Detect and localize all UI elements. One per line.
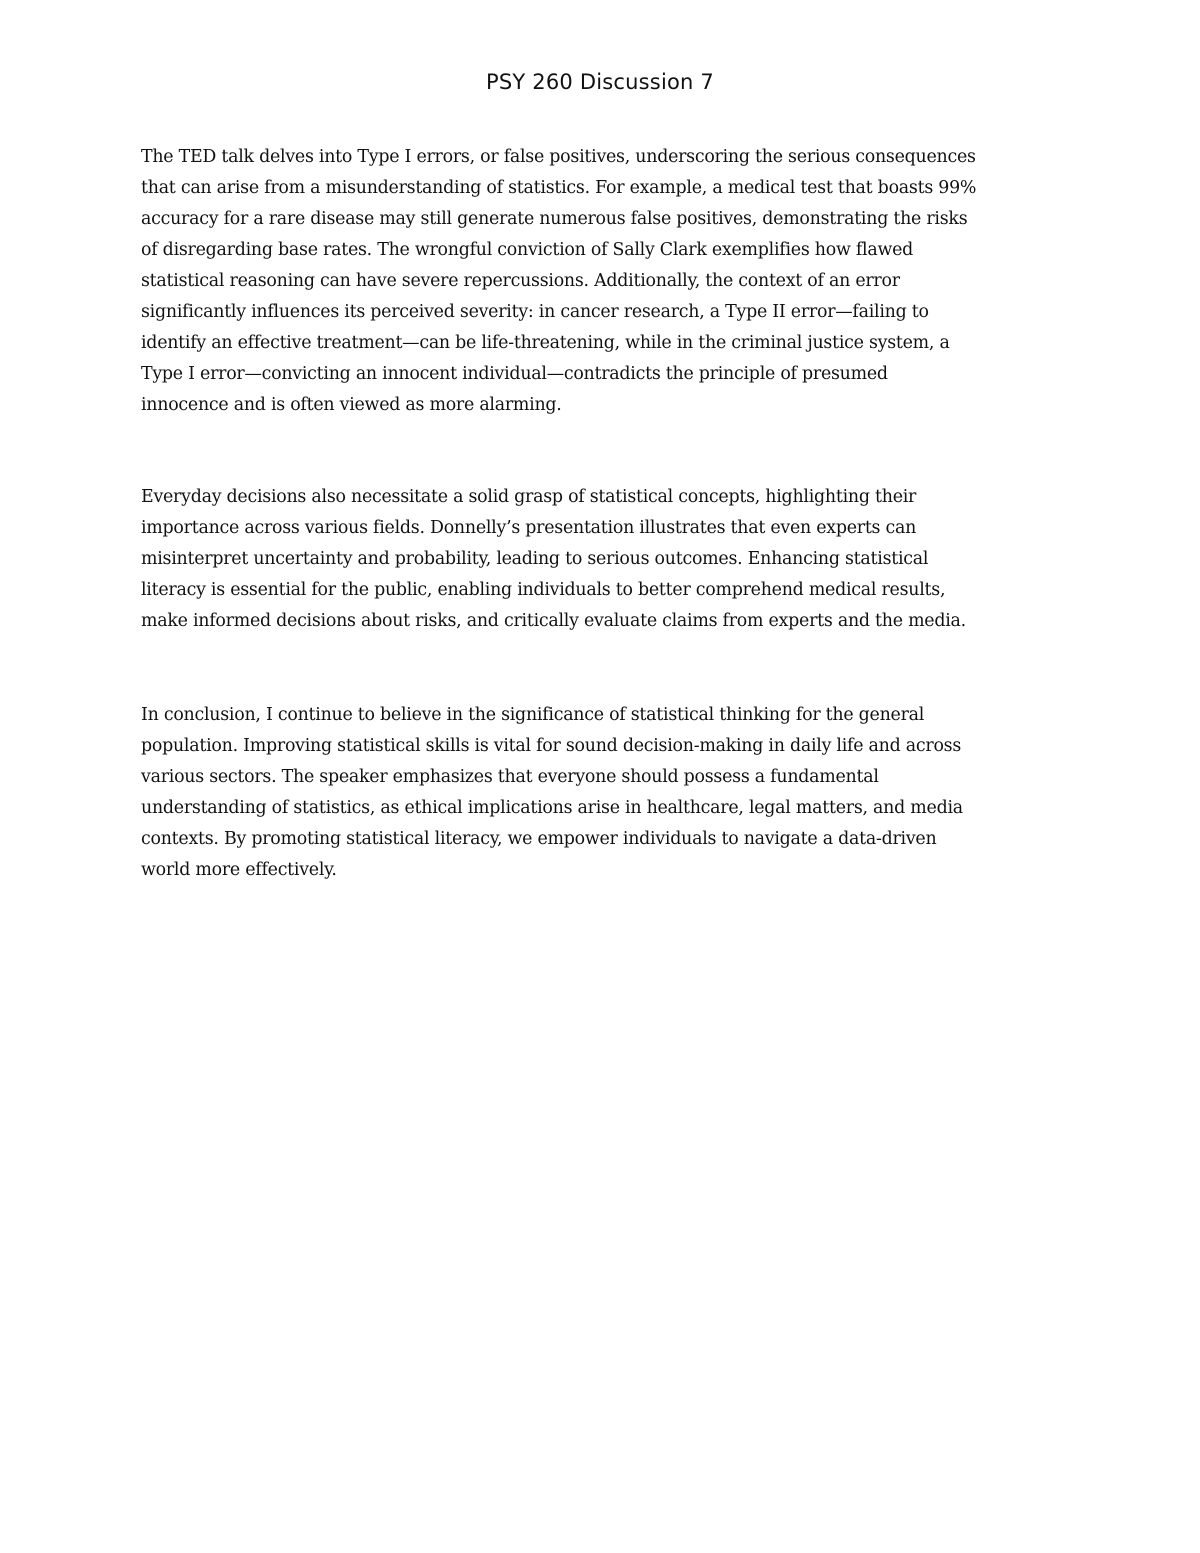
paragraph-conclusion bbox=[141, 700, 1071, 886]
text-line: In conclusion, I continue to believe in the significance of statistical thinking for the general bbox=[141, 705, 925, 725]
text-line: innocence and is often viewed as more alarming. bbox=[141, 395, 562, 415]
text-line: misinterpret uncertainty and probability, leading to serious outcomes. Enhancing statistical bbox=[141, 549, 929, 569]
text-line: statistical reasoning can have severe repercussions. Additionally, the context of an error bbox=[141, 271, 900, 291]
text-line: accuracy for a rare disease may still generate numerous false positives, demonstrating the risks bbox=[141, 209, 968, 229]
text-line: population. Improving statistical skills is vital for sound decision-making in daily life and across bbox=[141, 736, 962, 756]
paragraph-type-errors bbox=[141, 142, 1071, 421]
text-line: Everyday decisions also necessitate a solid grasp of statistical concepts, highlighting their bbox=[141, 487, 917, 507]
paragraph-everyday-decisions bbox=[141, 482, 1071, 637]
text-line: importance across various fields. Donnelly’s presentation illustrates that even experts can bbox=[141, 518, 917, 538]
text-line: world more effectively. bbox=[141, 860, 337, 880]
text-line: make informed decisions about risks, and critically evaluate claims from experts and the media. bbox=[141, 611, 966, 631]
text-line: various sectors. The speaker emphasizes that everyone should possess a fundamental bbox=[141, 767, 879, 787]
text-line: identify an effective treatment—can be life-threatening, while in the criminal justice system, a bbox=[141, 333, 950, 353]
text-line: of disregarding base rates. The wrongful conviction of Sally Clark exemplifies how flawed bbox=[141, 240, 914, 260]
text-line: significantly influences its perceived severity: in cancer research, a Type II error—failing to bbox=[141, 302, 929, 322]
text-line: Type I error—convicting an innocent individual—contradicts the principle of presumed bbox=[141, 364, 888, 384]
text-line: contexts. By promoting statistical literacy, we empower individuals to navigate a data-driven bbox=[141, 829, 937, 849]
text-line: understanding of statistics, as ethical implications arise in healthcare, legal matters, and media bbox=[141, 798, 963, 818]
text-line: The TED talk delves into Type I errors, or false positives, underscoring the serious consequences bbox=[141, 147, 976, 167]
text-line: literacy is essential for the public, enabling individuals to better comprehend medical results, bbox=[141, 580, 946, 600]
document-title: PSY 260 Discussion 7 bbox=[486, 70, 714, 94]
text-line: that can arise from a misunderstanding of statistics. For example, a medical test that boasts 99% bbox=[141, 178, 977, 198]
